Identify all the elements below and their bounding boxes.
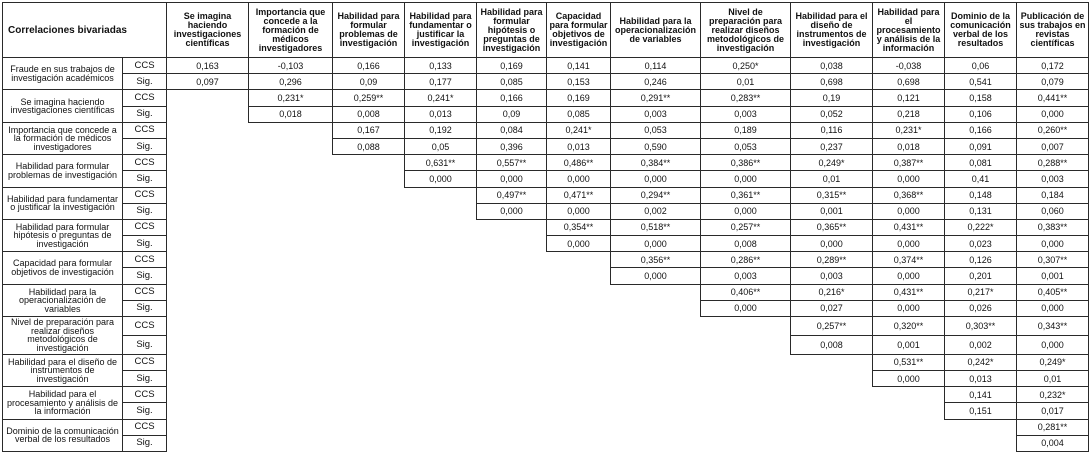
row-variable-name: Habilidad para la operacionalización de variables [3, 284, 123, 316]
significance-value: 0,000 [1017, 335, 1089, 354]
significance-value: 0,000 [477, 171, 547, 187]
sig-label: Sig. [123, 74, 167, 90]
table-row-ccs [3, 387, 1089, 403]
significance-value: 0,000 [1017, 236, 1089, 252]
significance-value: 0,007 [1017, 138, 1089, 154]
empty-cell [167, 268, 611, 284]
correlation-value: 0,431** [873, 284, 945, 300]
significance-value: 0,088 [333, 138, 405, 154]
significance-value: 0,177 [405, 74, 477, 90]
table-row-ccs [3, 317, 1089, 336]
correlation-value: 0,531** [873, 354, 945, 370]
sig-label: Sig. [123, 300, 167, 316]
correlation-value: 0,631** [405, 155, 477, 171]
significance-value: 0,153 [547, 74, 611, 90]
table-row-ccs [3, 187, 1089, 203]
table-row-ccs [3, 155, 1089, 171]
correlation-value: 0,167 [333, 122, 405, 138]
correlation-value: 0,365** [791, 219, 873, 235]
empty-cell [167, 122, 333, 138]
empty-cell [167, 335, 791, 354]
correlation-value: 0,303** [945, 317, 1017, 336]
column-header: Habilidad para formular hipótesis o preguntas de investigación [477, 3, 547, 58]
row-variable-name: Fraude en sus trabajos de investigación académicos [3, 58, 123, 90]
empty-cell [167, 370, 873, 386]
correlation-value: 0,384** [611, 155, 701, 171]
correlation-value: 0,158 [945, 90, 1017, 106]
empty-cell [167, 419, 1017, 435]
significance-value: 0,000 [1017, 300, 1089, 316]
ccs-label: CCS [123, 252, 167, 268]
correlation-value: 0,286** [701, 252, 791, 268]
significance-value: 0,003 [791, 268, 873, 284]
table-row-sig [3, 435, 1089, 451]
significance-value: 0,001 [791, 203, 873, 219]
empty-cell [167, 155, 405, 171]
table-row-sig [3, 403, 1089, 419]
significance-value: 0,000 [1017, 106, 1089, 122]
table-row-sig [3, 171, 1089, 187]
significance-value: 0,131 [945, 203, 1017, 219]
correlation-value: 0,126 [945, 252, 1017, 268]
table-row-sig [3, 268, 1089, 284]
significance-value: 0,000 [701, 171, 791, 187]
significance-value: 0,003 [701, 268, 791, 284]
correlation-value: 0,431** [873, 219, 945, 235]
significance-value: 0,201 [945, 268, 1017, 284]
correlation-value: 0,387** [873, 155, 945, 171]
correlation-value: 0,216* [791, 284, 873, 300]
sig-label: Sig. [123, 435, 167, 451]
significance-value: 0,002 [945, 335, 1017, 354]
correlation-value: 0,289** [791, 252, 873, 268]
sig-label: Sig. [123, 370, 167, 386]
empty-cell [167, 236, 547, 252]
correlation-value: -0,103 [249, 58, 333, 74]
row-variable-name: Importancia que concede a la formación de médicos investigadores [3, 122, 123, 154]
correlation-value: 0,232* [1017, 387, 1089, 403]
table-row-ccs [3, 284, 1089, 300]
empty-cell [167, 252, 611, 268]
significance-value: 0,003 [701, 106, 791, 122]
significance-value: 0,018 [873, 138, 945, 154]
ccs-label: CCS [123, 387, 167, 403]
correlation-value: 0,361** [701, 187, 791, 203]
ccs-label: CCS [123, 122, 167, 138]
correlation-value: 0,320** [873, 317, 945, 336]
significance-value: 0,085 [477, 74, 547, 90]
correlation-value: 0,281** [1017, 419, 1089, 435]
row-variable-name: Habilidad para formular hipótesis o preguntas de investigación [3, 219, 123, 251]
correlation-value: 0,169 [547, 90, 611, 106]
correlation-value: 0,133 [405, 58, 477, 74]
correlation-value: 0,222* [945, 219, 1017, 235]
significance-value: 0,41 [945, 171, 1017, 187]
significance-value: 0,004 [1017, 435, 1089, 451]
correlation-value: 0,406** [701, 284, 791, 300]
correlation-value: 0,038 [791, 58, 873, 74]
significance-value: 0,396 [477, 138, 547, 154]
ccs-label: CCS [123, 219, 167, 235]
row-variable-name: Nivel de preparación para realizar diseños metodológicos de investigación [3, 317, 123, 355]
sig-label: Sig. [123, 106, 167, 122]
empty-cell [167, 219, 547, 235]
column-header: Habilidad para el diseño de instrumentos de investigación [791, 3, 873, 58]
significance-value: 0,000 [405, 171, 477, 187]
significance-value: 0,237 [791, 138, 873, 154]
correlation-value: 0,141 [547, 58, 611, 74]
significance-value: 0,008 [701, 236, 791, 252]
significance-value: 0,001 [873, 335, 945, 354]
correlation-value: 0,354** [547, 219, 611, 235]
correlation-value: 0,172 [1017, 58, 1089, 74]
empty-cell [167, 171, 405, 187]
correlation-value: 0,288** [1017, 155, 1089, 171]
table-row-ccs [3, 354, 1089, 370]
column-header: Habilidad para el procesamiento y análisis de la información [873, 3, 945, 58]
correlation-value: 0,241* [405, 90, 477, 106]
significance-value: 0,698 [791, 74, 873, 90]
correlation-value: 0,260** [1017, 122, 1089, 138]
correlation-value: 0,163 [167, 58, 249, 74]
correlation-value: 0,053 [611, 122, 701, 138]
significance-value: 0,001 [1017, 268, 1089, 284]
ccs-label: CCS [123, 155, 167, 171]
correlation-value: 0,121 [873, 90, 945, 106]
significance-value: 0,000 [547, 203, 611, 219]
correlation-value: 0,294** [611, 187, 701, 203]
significance-value: 0,01 [701, 74, 791, 90]
significance-value: 0,000 [547, 171, 611, 187]
table-row-sig [3, 203, 1089, 219]
ccs-label: CCS [123, 317, 167, 336]
significance-value: 0,002 [611, 203, 701, 219]
significance-value: 0,053 [701, 138, 791, 154]
correlation-value: 0,189 [701, 122, 791, 138]
correlation-value: 0,356** [611, 252, 701, 268]
correlation-value: 0,19 [791, 90, 873, 106]
column-header: Se imagina haciendo investigaciones científicas [167, 3, 249, 58]
ccs-label: CCS [123, 90, 167, 106]
correlation-value: 0,081 [945, 155, 1017, 171]
sig-label: Sig. [123, 403, 167, 419]
significance-value: 0,01 [791, 171, 873, 187]
significance-value: 0,091 [945, 138, 1017, 154]
column-header: Habilidad para fundamentar o justificar la investigación [405, 3, 477, 58]
significance-value: 0,698 [873, 74, 945, 90]
significance-value: 0,106 [945, 106, 1017, 122]
significance-value: 0,060 [1017, 203, 1089, 219]
table-row-ccs [3, 252, 1089, 268]
table-row-ccs [3, 122, 1089, 138]
ccs-label: CCS [123, 354, 167, 370]
significance-value: 0,01 [1017, 370, 1089, 386]
correlation-value: 0,217* [945, 284, 1017, 300]
table-row-ccs [3, 219, 1089, 235]
correlation-value: 0,441** [1017, 90, 1089, 106]
empty-cell [167, 284, 701, 300]
correlation-value: 0,184 [1017, 187, 1089, 203]
empty-cell [167, 403, 945, 419]
significance-value: 0,541 [945, 74, 1017, 90]
empty-cell [167, 90, 249, 106]
significance-value: 0,000 [873, 236, 945, 252]
correlation-value: 0,192 [405, 122, 477, 138]
correlation-value: 0,166 [333, 58, 405, 74]
correlation-value: 0,166 [477, 90, 547, 106]
correlation-value: 0,241* [547, 122, 611, 138]
column-header: Habilidad para la operacionalización de variables [611, 3, 701, 58]
significance-value: 0,003 [1017, 171, 1089, 187]
table-row-ccs [3, 58, 1089, 74]
table-body [3, 58, 1089, 452]
significance-value: 0,000 [873, 171, 945, 187]
column-header: Importancia que concede a la formación de médicos investigadores [249, 3, 333, 58]
correlation-value: 0,231* [249, 90, 333, 106]
significance-value: 0,000 [611, 268, 701, 284]
table-row-sig [3, 236, 1089, 252]
row-variable-name: Capacidad para formular objetivos de investigación [3, 252, 123, 284]
correlation-value: 0,148 [945, 187, 1017, 203]
significance-value: 0,246 [611, 74, 701, 90]
column-header: Publicación de sus trabajos en revistas científicas [1017, 3, 1089, 58]
significance-value: 0,000 [873, 268, 945, 284]
correlation-value: 0,383** [1017, 219, 1089, 235]
table-row-sig [3, 138, 1089, 154]
correlation-value: 0,249* [1017, 354, 1089, 370]
table-row-sig [3, 370, 1089, 386]
empty-cell [167, 354, 873, 370]
correlation-value: 0,557** [477, 155, 547, 171]
correlation-value: 0,386** [701, 155, 791, 171]
row-variable-name: Habilidad para formular problemas de investigación [3, 155, 123, 187]
significance-value: 0,000 [873, 370, 945, 386]
column-header: Nivel de preparación para realizar diseños metodológicos de investigación [701, 3, 791, 58]
column-header: Habilidad para formular problemas de investigación [333, 3, 405, 58]
significance-value: 0,590 [611, 138, 701, 154]
sig-label: Sig. [123, 171, 167, 187]
significance-value: 0,09 [333, 74, 405, 90]
correlation-value: 0,231* [873, 122, 945, 138]
significance-value: 0,296 [249, 74, 333, 90]
significance-value: 0,05 [405, 138, 477, 154]
correlation-value: 0,141 [945, 387, 1017, 403]
significance-value: 0,000 [791, 236, 873, 252]
correlation-value: 0,166 [945, 122, 1017, 138]
empty-cell [167, 300, 701, 316]
sig-label: Sig. [123, 335, 167, 354]
significance-value: 0,003 [611, 106, 701, 122]
significance-value: 0,000 [701, 300, 791, 316]
row-variable-name: Habilidad para fundamentar o justificar la investigación [3, 187, 123, 219]
significance-value: 0,097 [167, 74, 249, 90]
column-header: Dominio de la comunicación verbal de los resultados [945, 3, 1017, 58]
significance-value: 0,085 [547, 106, 611, 122]
correlation-value: 0,114 [611, 58, 701, 74]
table-row-sig [3, 335, 1089, 354]
empty-cell [167, 187, 477, 203]
correlation-value: 0,116 [791, 122, 873, 138]
correlation-value: 0,307** [1017, 252, 1089, 268]
significance-value: 0,008 [791, 335, 873, 354]
correlation-table [2, 2, 1089, 452]
header-row [3, 3, 1089, 58]
significance-value: 0,151 [945, 403, 1017, 419]
correlation-value: 0,497** [477, 187, 547, 203]
significance-value: 0,023 [945, 236, 1017, 252]
significance-value: 0,000 [873, 300, 945, 316]
ccs-label: CCS [123, 187, 167, 203]
correlation-value: -0,038 [873, 58, 945, 74]
correlation-value: 0,250* [701, 58, 791, 74]
significance-value: 0,000 [547, 236, 611, 252]
empty-cell [167, 203, 477, 219]
correlation-value: 0,486** [547, 155, 611, 171]
row-variable-name: Dominio de la comunicación verbal de los resultados [3, 419, 123, 452]
significance-value: 0,013 [547, 138, 611, 154]
significance-value: 0,052 [791, 106, 873, 122]
row-variable-name: Habilidad para el procesamiento y análisis de la información [3, 387, 123, 419]
correlation-value: 0,257** [701, 219, 791, 235]
correlation-value: 0,249* [791, 155, 873, 171]
significance-value: 0,09 [477, 106, 547, 122]
correlation-value: 0,405** [1017, 284, 1089, 300]
correlation-value: 0,259** [333, 90, 405, 106]
correlation-value: 0,06 [945, 58, 1017, 74]
significance-value: 0,000 [611, 236, 701, 252]
significance-value: 0,017 [1017, 403, 1089, 419]
correlation-value: 0,518** [611, 219, 701, 235]
significance-value: 0,000 [611, 171, 701, 187]
correlation-value: 0,374** [873, 252, 945, 268]
correlation-value: 0,169 [477, 58, 547, 74]
significance-value: 0,000 [873, 203, 945, 219]
table-row-ccs [3, 419, 1089, 435]
sig-label: Sig. [123, 268, 167, 284]
row-variable-name: Se imagina haciendo investigaciones científicas [3, 90, 123, 122]
correlation-value: 0,283** [701, 90, 791, 106]
empty-cell [167, 138, 333, 154]
significance-value: 0,026 [945, 300, 1017, 316]
sig-label: Sig. [123, 203, 167, 219]
empty-cell [167, 317, 791, 336]
significance-value: 0,218 [873, 106, 945, 122]
sig-label: Sig. [123, 138, 167, 154]
correlation-value: 0,084 [477, 122, 547, 138]
column-header: Capacidad para formular objetivos de investigación [547, 3, 611, 58]
correlation-value: 0,471** [547, 187, 611, 203]
empty-cell [167, 387, 945, 403]
table-row-sig [3, 300, 1089, 316]
empty-cell [167, 435, 1017, 451]
correlation-value: 0,368** [873, 187, 945, 203]
significance-value: 0,013 [405, 106, 477, 122]
ccs-label: CCS [123, 58, 167, 74]
significance-value: 0,027 [791, 300, 873, 316]
significance-value: 0,018 [249, 106, 333, 122]
table-row-ccs [3, 90, 1089, 106]
ccs-label: CCS [123, 419, 167, 435]
significance-value: 0,013 [945, 370, 1017, 386]
correlation-value: 0,257** [791, 317, 873, 336]
table-row-sig [3, 106, 1089, 122]
correlation-value: 0,315** [791, 187, 873, 203]
correlation-value: 0,343** [1017, 317, 1089, 336]
significance-value: 0,000 [701, 203, 791, 219]
significance-value: 0,079 [1017, 74, 1089, 90]
significance-value: 0,008 [333, 106, 405, 122]
table-row-sig [3, 74, 1089, 90]
empty-cell [167, 106, 249, 122]
significance-value: 0,000 [477, 203, 547, 219]
table-title: Correlaciones bivariadas [3, 3, 167, 58]
row-variable-name: Habilidad para el diseño de instrumentos de investigación [3, 354, 123, 386]
correlation-value: 0,242* [945, 354, 1017, 370]
ccs-label: CCS [123, 284, 167, 300]
correlation-value: 0,291** [611, 90, 701, 106]
sig-label: Sig. [123, 236, 167, 252]
